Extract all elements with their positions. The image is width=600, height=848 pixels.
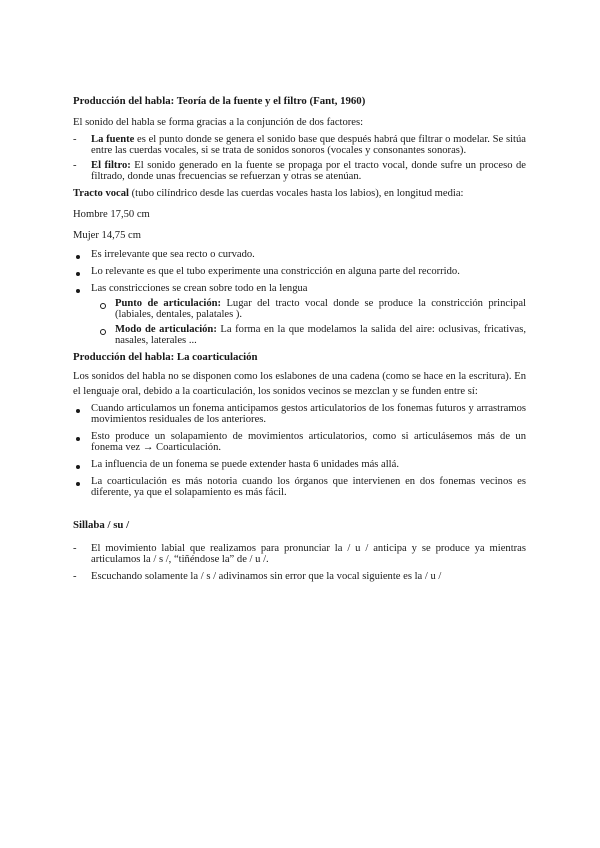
section-title-coarticulacion: Producción del habla: La coarticulación [73, 351, 258, 363]
bullet-icon [76, 272, 80, 276]
list-item [73, 476, 526, 498]
text-punto: Lugar del tracto vocal donde se produce la constricción principal (labiales, dentales, palatales ). [115, 298, 527, 320]
text-filtro: El sonido generado en la fuente se propaga por el tracto vocal, donde sufre un proceso de filtrado, donde unas frecuencias se refuerzan y otras se atenúan. [91, 160, 526, 182]
list-item-modo [73, 324, 526, 346]
list-item [73, 403, 526, 425]
list-item [73, 459, 526, 470]
paragraph-tracto-vocal [73, 186, 526, 201]
measure-mujer: Mujer 14,75 cm [73, 230, 141, 241]
term-tracto-vocal: Tracto vocal [73, 188, 129, 199]
list-item-text: Lo relevante es que el tubo experimente una constricción en alguna parte del recorrido. [91, 266, 460, 277]
paragraph-intro: El sonido del habla se forma gracias a la conjunción de dos factores: [73, 117, 364, 128]
dash-marker: - [73, 134, 77, 145]
list-item-text: Cuando articulamos un fonema anticipamos gestos articulatorios de los fonemas futuros y arrastramos movimientos residuales de los anteriores. [91, 403, 526, 425]
term-fuente: La fuente [91, 134, 135, 145]
text-fuente: es el punto donde se genera el sonido base que después habrá que filtrar o modelar. Se sitúa entre las cuerdas vocales, si se trata de sonidos sonoros (vocales y consonantes sonoras). [91, 134, 526, 156]
list-item-text: Escuchando solamente la / s / adivinamos sin error que la vocal siguiente es la / u / [91, 571, 442, 582]
list-item-filtro [73, 160, 526, 182]
paragraph-coarticulacion-intro: Los sonidos del habla no se disponen como los eslabones de una cadena (como se hace en la escritura). En el lenguaje oral, debido a la coarticulación, los sonidos vecinos se mezclan y se funden entre sí: [73, 371, 526, 397]
section-title-sillaba: Sillaba / su / [73, 519, 130, 531]
bullet-list-coarticulacion [73, 403, 526, 498]
list-item [73, 249, 526, 260]
list-item [73, 543, 526, 565]
list-item-text: Es irrelevante que sea recto o curvado. [91, 249, 255, 260]
list-item [73, 283, 526, 294]
text-modo: La forma en la que modelamos la salida del aire: oclusivas, fricativas, nasales, laterales ... [115, 324, 527, 346]
list-item-text: El movimiento labial que realizamos para pronunciar la / u / anticipa y se produce ya mientras articulamos la / s /, “tiñéndose la” de / u /. [91, 543, 526, 565]
bullet-icon [76, 437, 80, 441]
term-filtro: El filtro: [91, 160, 131, 171]
measure-hombre: Hombre 17,50 cm [73, 209, 150, 220]
list-item-text: Esto produce un solapamiento de movimientos articulatorios, como si articulásemos más de un fonema vez → Coarticulación. [91, 431, 526, 453]
text-tracto-vocal: (tubo cilíndrico desde las cuerdas vocales hasta los labios), en longitud media: [129, 188, 464, 199]
factor-list [73, 134, 526, 182]
dash-marker: - [73, 543, 77, 554]
dash-marker: - [73, 160, 77, 171]
bullet-icon [76, 255, 80, 259]
list-item-punto [73, 298, 526, 320]
bullet-icon [76, 409, 80, 413]
sub-bullet-list [73, 298, 526, 346]
list-item [73, 431, 526, 453]
sillaba-list [73, 543, 526, 582]
list-item [73, 571, 526, 582]
list-item-fuente [73, 134, 526, 156]
section-title-fuente-filtro: Producción del habla: Teoría de la fuente y el filtro (Fant, 1960) [73, 95, 366, 107]
term-punto: Punto de articulación: [115, 298, 222, 309]
list-item-text: Las constricciones se crean sobre todo en la lengua [91, 283, 308, 294]
term-modo: Modo de articulación: [115, 324, 217, 335]
list-item [73, 266, 526, 277]
bullet-icon [76, 482, 80, 486]
dash-marker: - [73, 571, 77, 582]
bullet-icon [76, 289, 80, 293]
bullet-list-tracto [73, 249, 526, 294]
circle-bullet-icon [100, 303, 106, 309]
bullet-icon [76, 465, 80, 469]
circle-bullet-icon [100, 329, 106, 335]
list-item-text: La coarticulación es más notoria cuando los órganos que intervienen en dos fonemas vecinos es diferente, ya que el solapamiento es más fácil. [91, 476, 526, 498]
list-item-text: La influencia de un fonema se puede extender hasta 6 unidades más allá. [91, 459, 399, 470]
